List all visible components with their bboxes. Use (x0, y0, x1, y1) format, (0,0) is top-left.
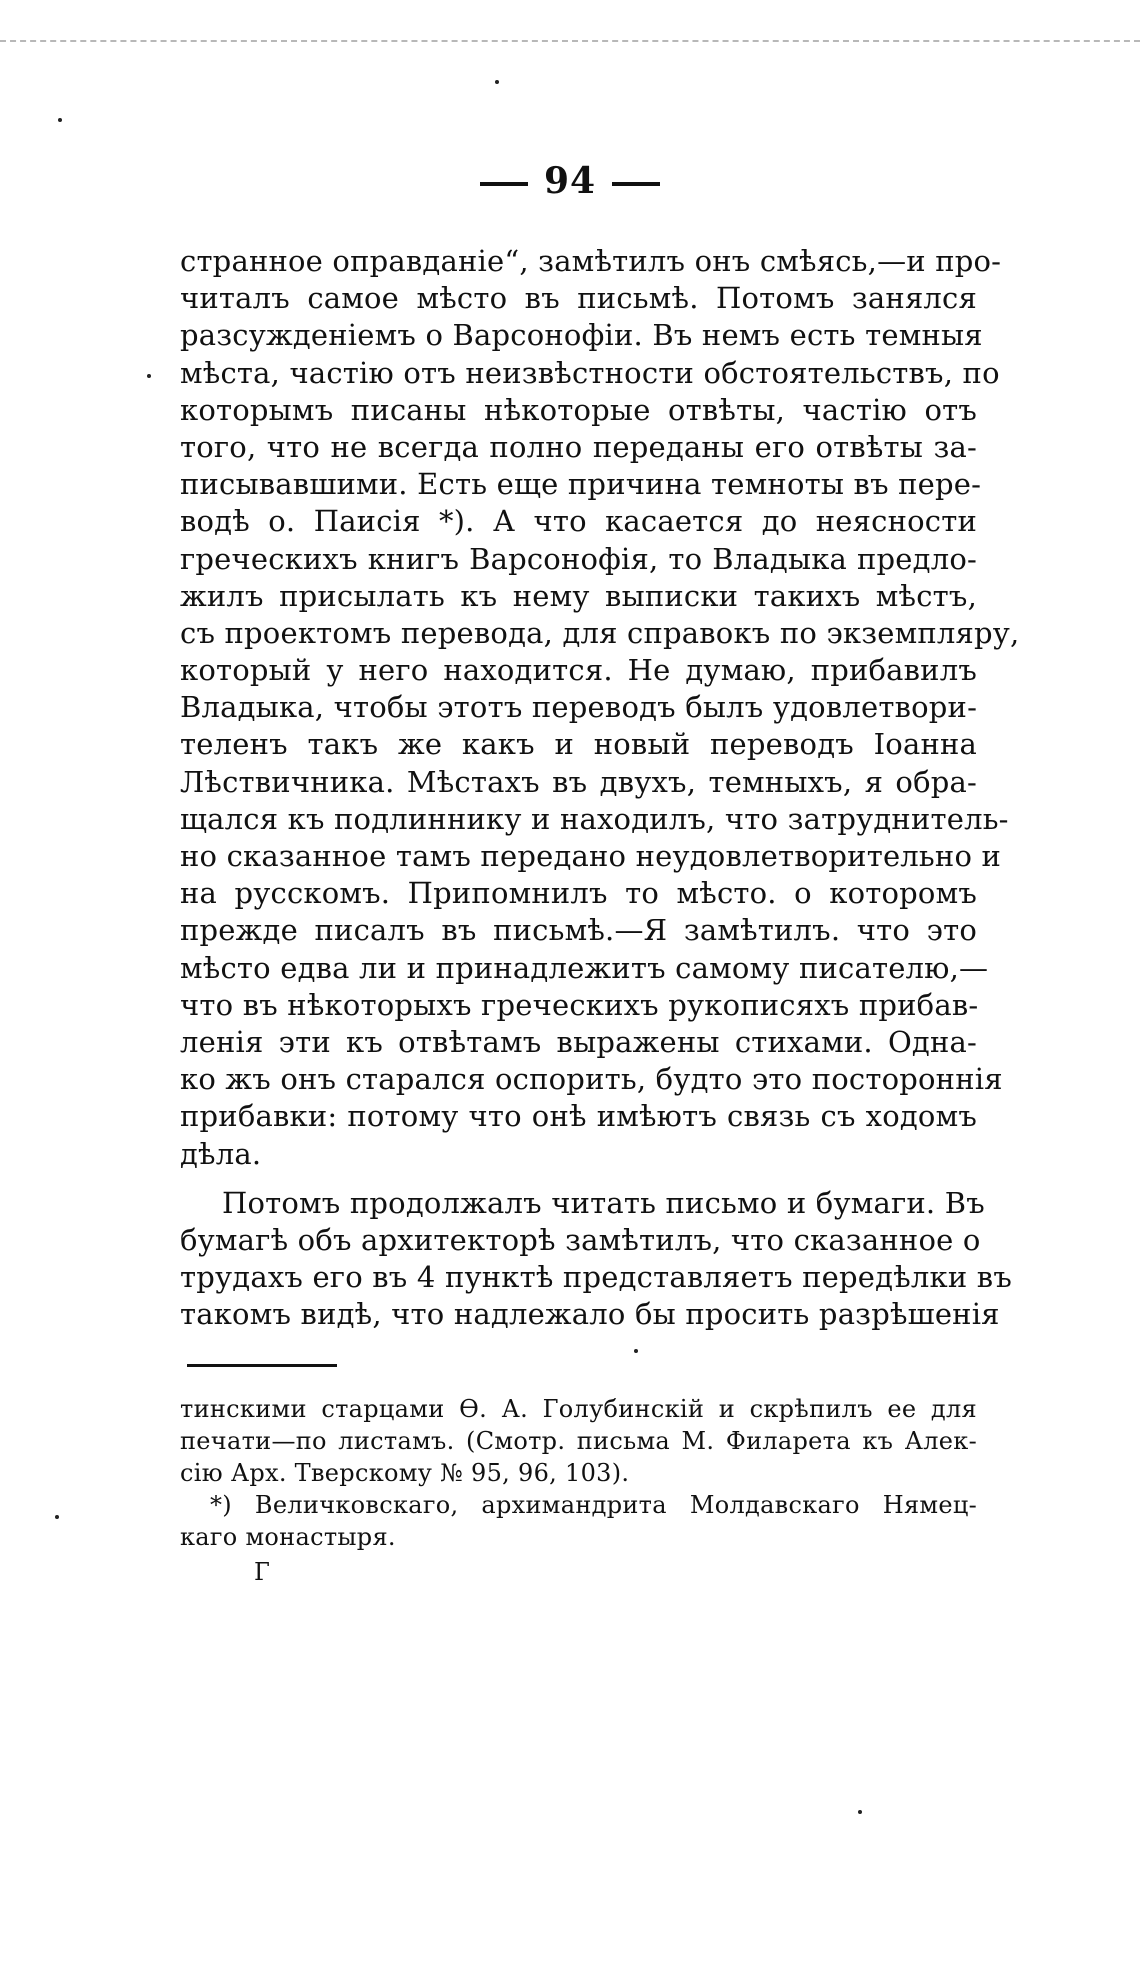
scan-speck (858, 1810, 862, 1814)
text-line: жилъ присылать къ нему выписки такихъ мѣстъ, (180, 578, 977, 613)
page-number (0, 160, 1140, 202)
page-number-dash-left (480, 182, 528, 186)
text-line: Потомъ продолжалъ читать письмо и бумаги. Въ (222, 1185, 985, 1220)
text-line: которымъ писаны нѣкоторые отвѣты, частію отъ (180, 392, 977, 427)
scan-speck (634, 1349, 638, 1353)
scan-speck (495, 80, 499, 84)
footnotes (180, 1393, 977, 1553)
scan-speck (58, 118, 62, 122)
text-line: что въ нѣкоторыхъ греческихъ рукописяхъ прибав- (180, 987, 979, 1022)
page-number-dash-right (612, 182, 660, 186)
text-line: теленъ такъ же какъ и новый переводъ Іоанна (180, 727, 977, 762)
text-line: на русскомъ. Припомнилъ то мѣсто. о которомъ (180, 876, 977, 911)
text-line: того, что не всегда полно переданы его отвѣты за- (180, 429, 977, 464)
text-line: мѣста, частію отъ неизвѣстности обстоятельствъ, по (180, 355, 1000, 390)
text-line: прибавки: потому что онѣ имѣютъ связь съ ходомъ (180, 1099, 977, 1134)
text-line: Владыка, чтобы этотъ переводъ былъ удовлетвори- (180, 690, 978, 725)
footnote-line: сію Арх. Тверскому № 95, 96, 103). (180, 1459, 630, 1487)
scan-speck (147, 374, 151, 378)
footnote-divider (187, 1364, 337, 1367)
text-line: съ проектомъ перевода, для справокъ по экземпляру, (180, 615, 1020, 650)
text-line: бумагѣ объ архитекторѣ замѣтилъ, что сказанное о (180, 1222, 981, 1257)
scan-edge-rule (0, 40, 1140, 42)
text-line: трудахъ его въ 4 пунктѣ представляетъ передѣлки въ (180, 1260, 1012, 1295)
text-line: водѣ о. Паисія *). А что касается до неясности (180, 504, 977, 539)
text-line: греческихъ книгъ Варсонофія, то Владыка предло- (180, 541, 977, 576)
footnote-line: *) Величковскаго, архимандрита Молдавскаго Нямец- (210, 1491, 977, 1519)
paragraph-gap (180, 1173, 977, 1185)
signature-mark: Г (254, 1558, 270, 1586)
text-line: но сказанное тамъ передано неудовлетворительно и (180, 839, 1002, 873)
text-line: разсужденіемъ о Варсонофіи. Въ немъ есть темныя (180, 318, 983, 353)
text-line: ленія эти къ отвѣтамъ выражены стихами. Одна- (180, 1024, 977, 1059)
text-line: ко жъ онъ старался оспорить, будто это постороннія (180, 1062, 1003, 1097)
footnote-line: печати—по листамъ. (Смотр. письма М. Филарета къ Алек- (180, 1427, 977, 1455)
text-line: мѣсто едва ли и принадлежитъ самому писателю,— (180, 950, 989, 985)
text-line: читалъ самое мѣсто въ письмѣ. Потомъ занялся (180, 281, 977, 316)
text-line: прежде писалъ въ письмѣ.—Я замѣтилъ. что это (180, 913, 977, 948)
page-number-value: 94 (543, 160, 597, 202)
text-line: странное оправданіе“, замѣтилъ онъ смѣясь,—и про- (180, 244, 1002, 278)
footnote-line: каго монастыря. (180, 1523, 396, 1551)
text-line: Лѣствичника. Мѣстахъ въ двухъ, темныхъ, я обра- (180, 764, 977, 799)
text-line: дѣла. (180, 1136, 262, 1171)
text-line: такомъ видѣ, что надлежало бы просить разрѣшенія (180, 1297, 1000, 1332)
footnote-line: тинскими старцами Ѳ. А. Голубинскій и скрѣпилъ ее для (180, 1395, 977, 1423)
text-line: который у него находится. Не думаю, прибавилъ (180, 653, 977, 688)
main-text (180, 243, 1020, 1333)
text-line: писывавшими. Есть еще причина темноты въ перe- (180, 467, 982, 502)
text-line: щался къ подлиннику и находилъ, что затруднитель- (180, 801, 1009, 836)
scan-speck (55, 1515, 59, 1519)
